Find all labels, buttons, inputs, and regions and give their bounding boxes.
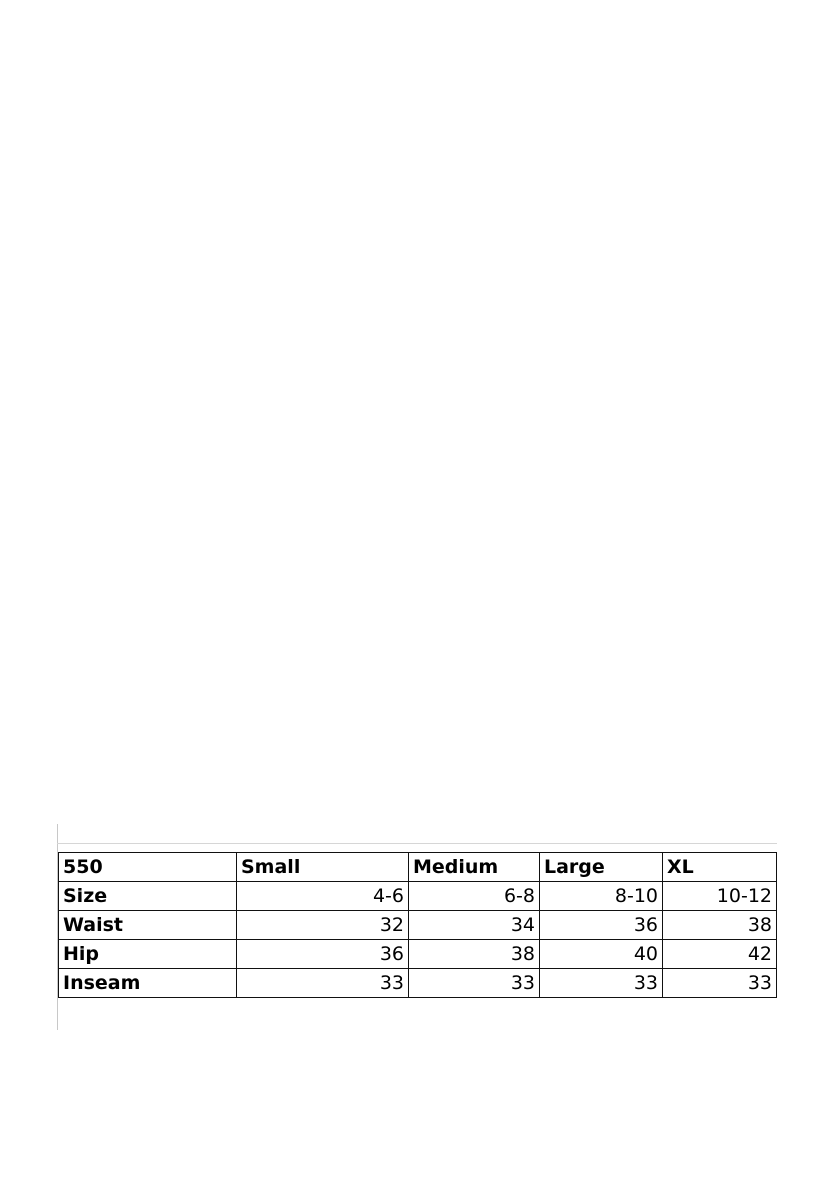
header-cell-small: Small [237, 853, 409, 882]
spreadsheet-snippet [57, 824, 777, 1030]
header-cell-large: Large [540, 853, 663, 882]
table-cell: 8-10 [540, 882, 663, 911]
row-label: Waist [59, 911, 237, 940]
table-row-hip [59, 940, 777, 969]
header-cell-xl: XL [663, 853, 777, 882]
table-header-row [59, 853, 777, 882]
row-label: Size [59, 882, 237, 911]
table-cell: 38 [409, 940, 540, 969]
table-cell: 33 [540, 969, 663, 998]
table-cell: 36 [237, 940, 409, 969]
table-cell: 42 [663, 940, 777, 969]
table-cell: 40 [540, 940, 663, 969]
table-cell: 10-12 [663, 882, 777, 911]
table-cell: 34 [409, 911, 540, 940]
table-row-inseam [59, 969, 777, 998]
table-cell: 33 [663, 969, 777, 998]
table-row-waist [59, 911, 777, 940]
gridline-horizontal [57, 843, 777, 844]
table-cell: 33 [237, 969, 409, 998]
header-cell-model: 550 [59, 853, 237, 882]
header-cell-medium: Medium [409, 853, 540, 882]
table-cell: 38 [663, 911, 777, 940]
table-cell: 36 [540, 911, 663, 940]
table-cell: 33 [409, 969, 540, 998]
table-cell: 4-6 [237, 882, 409, 911]
size-chart-table [58, 852, 777, 998]
row-label: Hip [59, 940, 237, 969]
row-label: Inseam [59, 969, 237, 998]
table-row-size [59, 882, 777, 911]
table-cell: 6-8 [409, 882, 540, 911]
table-cell: 32 [237, 911, 409, 940]
